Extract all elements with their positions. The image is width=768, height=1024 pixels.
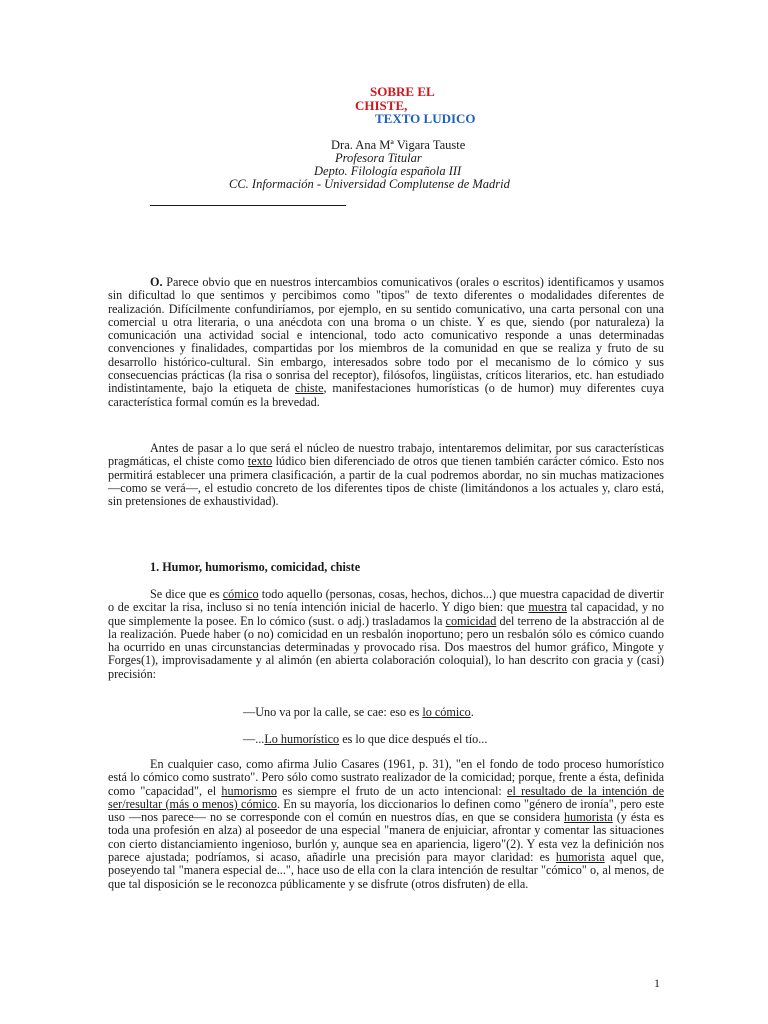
term-humorista: humorista (564, 810, 613, 825)
title-line-1: SOBRE EL (370, 84, 435, 99)
term-comicidad: comicidad (445, 613, 497, 628)
author-position: Profesora Titular (335, 151, 422, 165)
definition-underline: el resultado de la intención de ser/resultar (más o menos) cómico (108, 783, 664, 811)
title-line-3: TEXTO LUDICO (375, 111, 476, 126)
term-muestra: muestra (528, 600, 567, 615)
section1-paragraph-2: En cualquier caso, como afirma Julio Casares (1961, p. 31), "en el fondo de todo proceso humorístico está lo cómico como sustrato". Pero sólo como sustrato realizador de la comicidad; porque, frente a ésta, definida como "capacidad", el humorismo es siempre el fruto de un acto intencional: el resultado de la intención de ser/resultar (más o menos) cómico. En su mayoría, los diccionarios lo definen como "género de ironía", pero este uso —nos parece— no se corresponde con el común en nuestros días, en que se considera humorista (y ésta es toda una profesión en alza) al poseedor de una especial "manera de enjuiciar, afrontar y comentar las situaciones con cierto distanciamiento ingenioso, burlón y, aunque sea en apariencia, ligero"(2). Y esta vez la definición nos parece ajustada; podríamos, si acaso, añadirle una precisión para mayor claridad: es humorista aquel que, poseyendo tal "manera especial de...", hace uso de ella con la clara intención de resultar "cómico" o, al menos, de que tal disposición se le reconozca públicamente y se disfrute (otros disfruten) de ella. (108, 757, 664, 891)
separator-rule (150, 205, 346, 206)
term-lo-humoristico: Lo humorístico (264, 732, 340, 746)
author-institution: CC. Información - Universidad Complutense de Madrid (229, 177, 510, 191)
page-number: 1 (654, 976, 660, 990)
intro-paragraph-1: O. Parece obvio que en nuestros intercambios comunicativos (orales o escritos) identificamos y usamos sin dificultad lo que sentimos y percibimos como "tipos" de texto diferentes o modalidades diferentes de realización. Difícilmente confundiríamos, por ejemplo, en su sentido comunicativo, una carta personal con una comercial u otra literaria, o una anécdota con una broma o un chiste. Y es que, siendo (por naturaleza) la comunicación una actividad social e intencional, todo acto comunicativo responde a unas determinadas convenciones y finalidades, compartidas por los miembros de la comunidad en que se realiza y fruto de su desarrollo histórico-cultural. Sin embargo, interesados sobre todo por el mecanismo de lo cómico y sus consecuencias prácticas (la risa o sonrisa del receptor), filósofos, lingüistas, críticos literarios, etc. han estudiado indistintamente, bajo la etiqueta de chiste, manifestaciones humorísticas (o de humor) muy diferentes cuya característica formal común es la brevedad. (108, 275, 664, 409)
term-humorista-2: humorista (555, 850, 605, 865)
section-heading: 1. Humor, humorismo, comicidad, chiste (150, 560, 361, 574)
term-texto: texto (247, 454, 273, 469)
term-lo-comico: lo cómico (422, 705, 471, 719)
author-name: Dra. Ana Mª Vigara Tauste (331, 138, 466, 152)
term-comico: cómico (222, 587, 259, 601)
author-department: Depto. Filología española III (314, 164, 462, 178)
term-chiste: chiste (295, 381, 324, 396)
section-number: O. (150, 275, 163, 289)
term-humorismo: humorismo (221, 783, 277, 798)
quote-2: —...Lo humorístico es lo que dice después el tío... (243, 732, 488, 746)
quote-1: —Uno va por la calle, se cae: eso es lo cómico. (243, 705, 474, 719)
title-line-2: CHISTE, (355, 98, 408, 113)
intro-paragraph-2: Antes de pasar a lo que será el núcleo de nuestro trabajo, intentaremos delimitar, por sus características pragmáticas, el chiste como texto lúdico bien diferenciado de otros que tienen también carácter cómico. Esto nos permitirá establecer una primera clasificación, a partir de la cual podremos abordar, no sin muchas matizaciones —como se verá—, el estudio concreto de los diferentes tipos de chiste (limitándonos a los actuales y, claro está, sin pretensiones de exhaustividad). (108, 441, 664, 509)
section1-paragraph-1: Se dice que es cómico todo aquello (personas, cosas, hechos, dichos...) que muestra capacidad de divertir o de excitar la risa, incluso si no tenía intención inicial de hacerlo. Y digo bien: que muestra tal capacidad, y no que simplemente la posee. En lo cómico (sust. o adj.) trasladamos la comicidad del terreno de la abstracción al de la realización. Puede haber (o no) comicidad en un resbalón inoportuno; pero un resbalón sólo es cómico cuando ha ocurrido en unas circunstancias determinadas y provocado risa. Dos maestros del humor gráfico, Mingote y Forges(1), improvisadamente y al alimón (en abierta colaboración coloquial), lo han descrito con gracia y (casi) precisión: (108, 587, 664, 681)
